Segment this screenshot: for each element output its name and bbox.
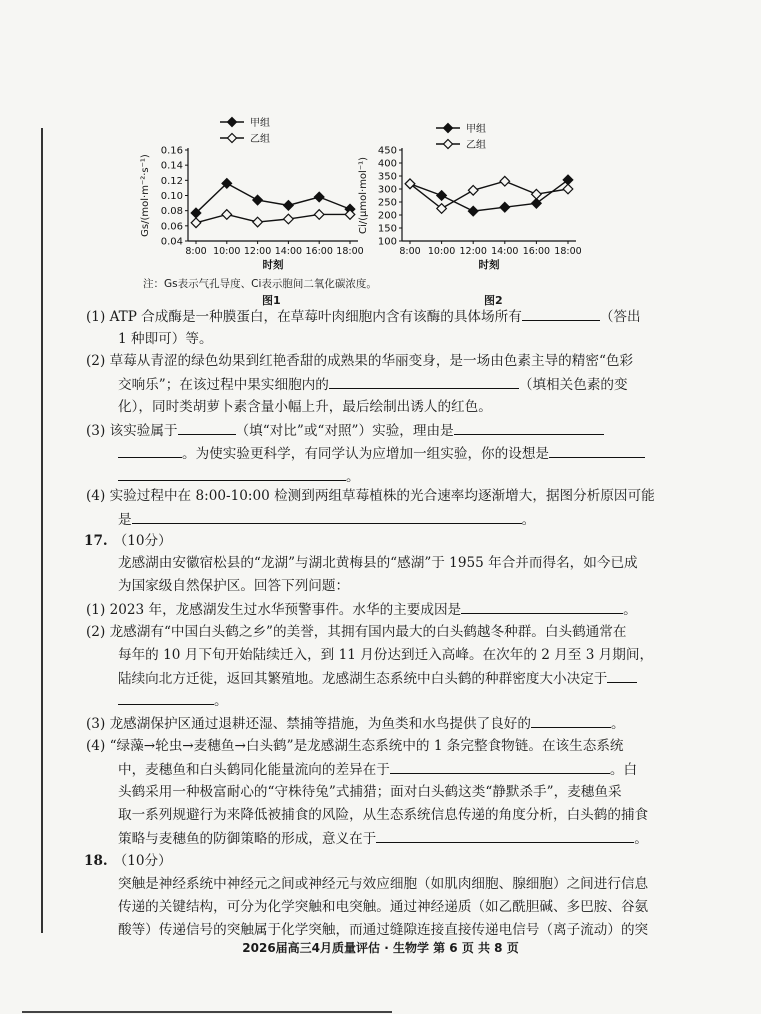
figure-1-svg [118,108,388,284]
figure-2-ci-chart [354,108,624,284]
chart1-series-2-point-4 [314,210,324,220]
q16-part2-line3: 化），同时类胡萝卜素含量小幅上升，最后绘制出诱人的红色。 [118,399,492,415]
q17-intro-line1: 龙感湖由安徽宿松县的“龙湖”与湖北黄梅县的“感湖”于 1955 年合并而得名，如今已成 [118,555,638,571]
answer-blank[interactable] [531,713,611,728]
chart1-y-tick-label-3: 0.10 [160,191,183,202]
chart1-legend-marker-1 [228,118,237,127]
q17-part3: (3) 龙感湖保护区通过退耕还湿、禁捕等措施，为鱼类和水鸟提供了良好的 。 [86,713,625,734]
q17-part1: (1) 2023 年，龙感湖发生过水华预警事件。水华的主要成因是 。 [86,599,637,620]
q17-part2-line4: 。 [118,690,228,711]
q16-part3-line2: 。为使实验更科学，有同学认为应增加一组实验，你的设想是 [118,443,645,464]
q16-part1-line1: (1) ATP 合成酶是一种膜蛋白，在草莓叶肉细胞内含有该酶的具体场所有 （答出 [86,306,641,327]
chart1-series-1-point-3 [284,201,294,211]
q16-part4-line1: (4) 实验过程中在 8:00-10:00 检测到两组草莓植株的光合速率均逐渐增大，据图分析原因可能 [86,488,655,504]
chart1-series-1-point-2 [253,195,263,205]
answer-blank[interactable] [132,509,522,524]
chart2-y-tick-label-5: 350 [377,171,397,183]
chart2-y-tick-label-4: 300 [377,184,397,196]
figure-2-label: 图2 [484,294,503,307]
figure-1-gs-chart [118,108,388,284]
q18-line1: 突触是神经系统中神经元之间或神经元与效应细胞（如肌肉细胞、腺细胞）之间进行信息 [118,876,649,892]
chart1-y-tick-label-2: 0.08 [160,206,183,218]
q16-part1-line2: 1 种即可）等。 [118,331,213,347]
q17-part4-line5: 策略与麦穗鱼的防御策略的形成，意义在于 。 [118,828,648,849]
chart2-series-2-point-2 [468,186,478,196]
chart2-series-1-point-4 [532,199,542,209]
chart2-series-2-point-3 [500,176,510,186]
q18-line2: 传递的关键结构，可分为化学突触和电突触。通过神经递质（如乙酰胆碱、多巴胺、谷氨 [118,899,649,915]
chart2-y-tick-label-7: 450 [377,145,397,157]
chart1-series-2-point-2 [253,217,263,227]
chart1-legend-label-2: 乙组 [250,134,270,145]
chart1-y-tick-label-1: 0.06 [160,221,183,233]
chart2-x-axis-label: 时刻 [478,259,500,271]
q17-intro-line2: 为国家级自然保护区。回答下列问题： [118,578,350,594]
binding-margin-line [41,128,43,933]
answer-blank[interactable] [461,599,623,614]
chart2-legend-marker-2 [444,140,453,149]
chart1-y-tick-label-0: 0.04 [160,236,183,248]
chart1-series-2-point-0 [191,218,201,228]
answer-blank[interactable] [118,466,346,481]
chart2-series-1-point-2 [468,206,478,216]
answer-blank[interactable] [178,420,236,435]
q16-part3-line3: 。 [118,466,360,487]
chart1-series-1-line [196,183,350,213]
page-footer: 2026届高三4月质量评估 · 生物学 第 6 页 共 8 页 [242,941,519,955]
q17-part2-line2: 每年的 10 月下旬开始陆续迁入，到 11 月份达到迁入高峰。在次年的 2 月至 3 月期间， [118,647,654,663]
chart2-legend-label-1: 甲组 [466,124,486,135]
q17-part4-line2: 中，麦穗鱼和白头鹤同化能量流向的差异在于 。白 [118,759,637,780]
q17-part4-line4: 取一系列规避行为来降低被捕食的风险，从生态系统信息传递的角度分析，白头鹤的捕食 [118,807,649,823]
chart2-x-tick-label-3: 14:00 [491,246,519,257]
figure-1-label: 图1 [262,294,281,307]
chart2-series-2-point-4 [532,189,542,199]
answer-blank[interactable] [329,374,519,389]
chart1-series-2-point-1 [222,210,232,220]
chart2-x-tick-label-4: 16:00 [522,246,551,257]
chart2-series-1-point-3 [500,202,510,212]
answer-blank[interactable] [390,759,610,774]
q17-heading: 17. （10分） [84,533,172,549]
q16-part2-line2: 交响乐”；在该过程中果实细胞内的 （填相关色素的变 [118,374,628,395]
figure-note: 注：Gs表示气孔导度、Ci表示胞间二氧化碳浓度。 [143,278,377,290]
chart2-series-2-point-5 [563,184,573,194]
chart2-series-1-point-5 [563,175,573,185]
q18-heading: 18. （10分） [84,853,172,869]
q17-part2-line3: 陆续向北方迁徙，返回其繁殖地。龙感湖生态系统中白头鹤的种群密度大小决定于 [118,668,637,689]
chart1-x-tick-label-5: 18:00 [336,246,364,257]
q17-part4-line3: 头鹤采用一种极富耐心的“守株待兔”式捕猎；面对白头鹤这类“静默杀手”，麦穗鱼采 [118,784,622,800]
chart1-x-tick-label-0: 8:00 [185,246,207,257]
chart2-legend-label-2: 乙组 [466,140,486,151]
bottom-rule [22,1011,392,1013]
chart1-y-axis-label: Gs/(mol·m⁻²·s⁻¹) [140,154,151,237]
q16-part3-line1: (3) 该实验属于 （填“对比”或“对照”）实验，理由是 [86,420,604,441]
chart1-x-tick-label-1: 10:00 [213,246,241,257]
chart2-x-tick-label-2: 12:00 [459,246,487,257]
chart2-series-1-point-1 [437,191,447,201]
chart2-x-tick-label-0: 8:00 [399,246,421,257]
chart2-series-2-line [410,181,568,208]
chart1-y-tick-label-6: 0.16 [160,145,183,157]
chart1-y-tick-label-5: 0.14 [160,160,183,172]
q16-part2-line1: (2) 草莓从青涩的绿色幼果到红艳香甜的成熟果的华丽变身，是一场由色素主导的精密“色彩 [86,353,634,369]
q18-line3: 酸等）传递信号的突触属于化学突触，而通过缝隙连接直接传递电信号（离子流动）的突 [118,922,649,938]
chart1-legend-marker-2 [228,134,237,143]
chart1-y-tick-label-4: 0.12 [160,175,183,187]
chart2-x-tick-label-5: 18:00 [554,246,582,257]
chart1-legend-label-1: 甲组 [250,118,270,129]
chart2-y-tick-label-1: 150 [377,223,397,235]
answer-blank[interactable] [118,443,182,458]
chart2-x-tick-label-1: 10:00 [427,246,456,257]
answer-blank[interactable] [454,420,604,435]
chart2-y-tick-label-2: 200 [377,210,397,222]
q16-part4-line2: 是 。 [118,509,535,530]
q17-part4-line1: (4) “绿藻→轮虫→麦穗鱼→白头鹤”是龙感湖生态系统中的 1 条完整食物链。在该生态系统 [86,738,624,754]
chart1-series-2-point-3 [284,214,294,224]
chart2-y-axis-label: Ci/(μmol·mol⁻¹) [358,156,369,235]
chart1-x-tick-label-4: 16:00 [305,246,333,257]
chart1-x-tick-label-3: 14:00 [274,246,303,257]
chart2-series-1-line [410,180,568,211]
answer-blank[interactable] [376,828,634,843]
chart1-x-axis-label: 时刻 [262,259,284,271]
q17-part2-line1: (2) 龙感湖有“中国白头鹤之乡”的美誉，其拥有国内最大的白头鹤越冬种群。白头鹤通常在 [86,624,627,640]
figure-2-svg [354,108,624,284]
chart1-series-2-line [196,214,350,222]
chart2-legend-marker-1 [444,124,453,133]
chart2-y-tick-label-0: 100 [377,236,397,248]
answer-blank[interactable] [607,668,637,683]
chart2-y-tick-label-6: 400 [377,158,397,170]
answer-blank[interactable] [549,443,645,458]
answer-blank[interactable] [522,306,600,321]
chart1-x-tick-label-2: 12:00 [243,246,272,257]
chart2-y-tick-label-3: 250 [377,197,397,209]
answer-blank[interactable] [118,690,214,705]
chart1-series-1-point-4 [314,192,324,202]
